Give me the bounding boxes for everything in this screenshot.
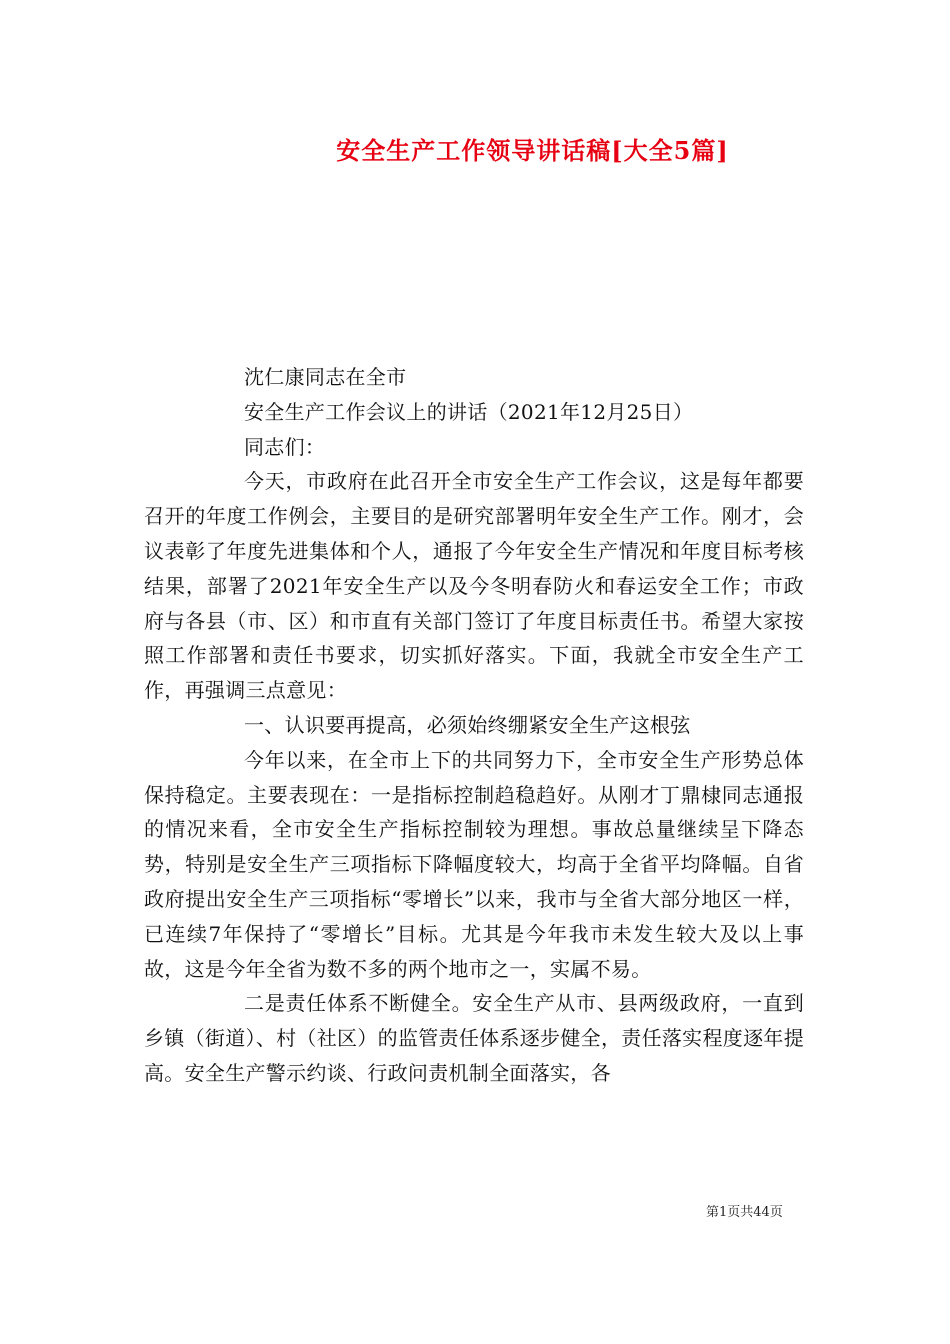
salutation: 同志们： — [244, 434, 326, 459]
meeting-line: 安全生产工作会议上的讲话（2021年12月25日） — [244, 399, 694, 424]
speaker-line: 沈仁康同志在全市 — [244, 365, 407, 389]
page-footer: 第1页共44页 — [706, 1205, 783, 1220]
paragraph-intro: 今天，市政府在此召开全市安全生产工作会议，这是每年都要召开的年度工作例会，主要目的是研究部署明年安全生产工作。刚才，会议表彰了年度先进集体和个人，通报了今年安全生产情况和年度目标考核结果，部署了2021年安全生产以及今冬明春防火和春运安全工作；市政府与各县（市、区）和市直有关部门签订了年度目标责任书。希望大家按照工作部署和责任书要求，切实抓好落实。下面，我就全市安全生产工作，再强调三点意见： — [144, 469, 804, 703]
paragraph-section-1: 今年以来，在全市上下的共同努力下，全市安全生产形势总体保持稳定。主要表现在：一是指标控制趋稳趋好。从刚才丁鼎棣同志通报的情况来看，全市安全生产指标控制较为理想。事故总量继续呈下降态势，特别是安全生产三项指标下降幅度较大，均高于全省平均降幅。自省政府提出安全生产三项指标“零增长”以来，我市与全省大部分地区一样，已连续7年保持了“零增长”目标。尤其是今年我市未发生较大及以上事故，这是今年全省为数不多的两个地市之一，实属不易。 — [144, 747, 804, 981]
document-body — [144, 360, 804, 1091]
section-heading-1: 一、认识要再提高，必须始终绷紧安全生产这根弦 — [244, 712, 691, 737]
document-title: 安全生产工作领导讲话稿[大全5篇] — [336, 136, 729, 165]
paragraph-responsibility: 二是责任体系不断健全。安全生产从市、县两级政府，一直到乡镇（街道）、村（社区）的监管责任体系逐步健全，责任落实程度逐年提高。安全生产警示约谈、行政问责机制全面落实，各 — [144, 991, 804, 1085]
